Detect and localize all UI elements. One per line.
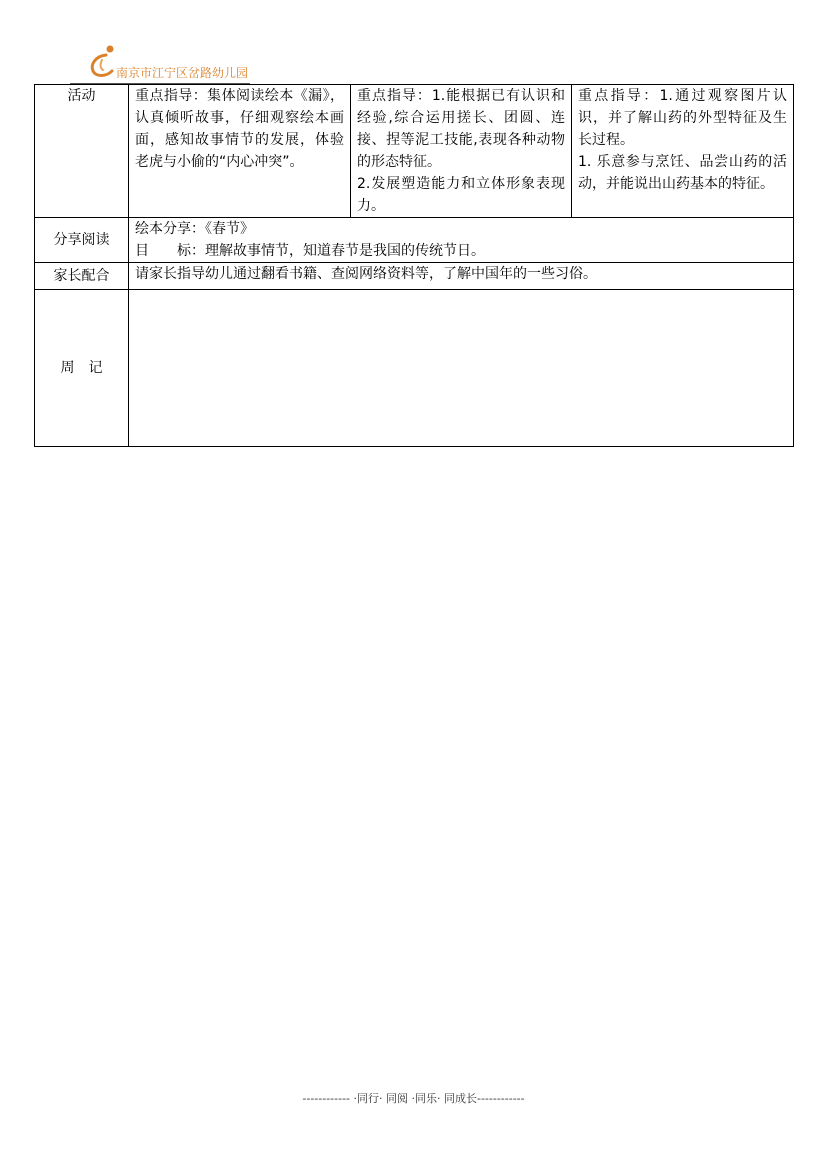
weekly-plan-table <box>34 84 794 447</box>
school-logo <box>88 44 268 80</box>
parent-cooperation-row <box>35 263 794 290</box>
activity-col-2-text-2: 2.发展塑造能力和立体形象表现力。 <box>357 176 565 214</box>
parent-cooperation-text: 请家长指导幼儿通过翻看书籍、查阅网络资料等，了解中国年的一些习俗。 <box>129 263 794 290</box>
activity-col-3-text-1: 重点指导：1.通过观察图片认识，并了解山药的外型特征及生长过程。 <box>578 88 787 148</box>
school-name: 南京市江宁区岔路幼儿园 <box>116 66 249 80</box>
activity-col-2-text-1: 重点指导：1.能根据已有认识和经验,综合运用搓长、团圆、连接、捏等泥工技能,表现各种动物的形态特征。 <box>357 88 565 170</box>
weekly-notes-content <box>129 290 794 447</box>
school-logo-icon <box>88 44 118 78</box>
weekly-notes-label: 周 记 <box>35 290 129 447</box>
share-reading-content <box>129 218 794 263</box>
activity-col-2 <box>351 85 572 218</box>
share-reading-goal: 目 标：理解故事情节，知道春节是我国的传统节日。 <box>135 243 485 259</box>
activity-col-3-text-2: 1. 乐意参与烹饪、品尝山药的活动，并能说出山药基本的特征。 <box>578 154 787 192</box>
footer-slogan: ------------ ·同行· 同阅 ·同乐· 同成长------------ <box>302 1092 525 1105</box>
activity-row <box>35 85 794 218</box>
activity-col-1-text: 重点指导：集体阅读绘本《漏》，认真倾听故事，仔细观察绘本画面，感知故事情节的发展，体验老虎与小偷的“内心冲突”。 <box>135 88 344 170</box>
activity-col-3 <box>572 85 794 218</box>
weekly-notes-row <box>35 290 794 447</box>
share-reading-book: 绘本分享：《春节》 <box>135 221 254 237</box>
parent-cooperation-label: 家长配合 <box>35 263 129 290</box>
share-reading-label: 分享阅读 <box>35 218 129 263</box>
activity-col-1 <box>129 85 351 218</box>
activity-label: 活动 <box>35 85 129 218</box>
share-reading-row <box>35 218 794 263</box>
